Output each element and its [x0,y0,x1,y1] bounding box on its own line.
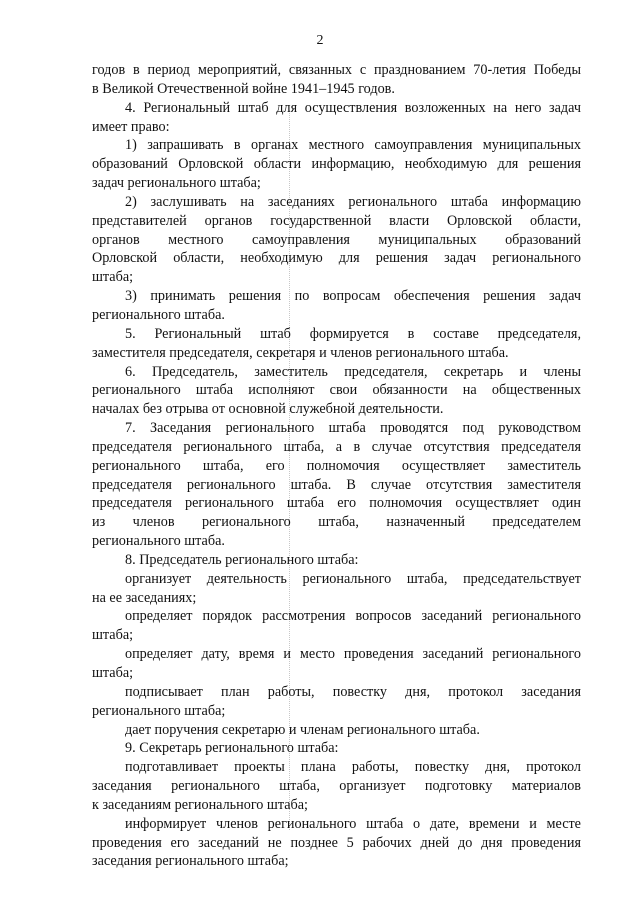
text-line: годов в период мероприятий, связанных с празднованием 70-летия Победы [92,62,581,78]
text-line: организует деятельность регионального штаба, председательствует [125,570,581,587]
text-line: Орловской области, необходимую для решения задач регионального [92,250,581,267]
text-line: 7. Заседания регионального штаба проводятся под руководством [125,420,581,437]
text-line: представителей органов государственной власти Орловской области, [92,212,581,229]
document-body [92,61,581,871]
text-line: подписывает план работы, повестку дня, протокол заседания [125,683,581,700]
text-line: к заседаниям регионального штаба; [92,796,308,813]
text-line: проведения его заседаний не позднее 5 рабочих дней до дня проведения [92,834,581,851]
text-line: 5. Региональный штаб формируется в составе председателя, [125,325,581,342]
text-line: председателя регионального штаба, а в случае отсутствия председателя [92,438,581,455]
text-line: образований Орловской области информацию, необходимую для решения [92,156,581,173]
text-line: на ее заседаниях; [92,589,197,606]
text-line: заседания регионального штаба; [92,853,289,870]
text-line: определяет дату, время и место проведения заседаний регионального [125,646,581,663]
text-line: имеет право: [92,118,170,135]
text-line: регионального штаба. [92,306,225,323]
text-line: 1) запрашивать в органах местного самоуправления муниципальных [125,137,581,154]
text-line: председателя регионального штаба его полномочия осуществляет один [92,495,581,512]
text-line: 4. Региональный штаб для осуществления возложенных на него задач [125,99,581,116]
text-line: регионального штаба исполняют свои обязанности на общественных [92,382,581,399]
text-line: заместителя председателя, секретаря и членов регионального штаба. [92,344,509,361]
text-line: штаба; [92,627,134,644]
text-line: из членов регионального штаба, назначенный председателем [92,514,581,531]
text-line: органов местного самоуправления муниципальных образований [92,231,581,248]
text-line: штаба; [92,665,134,681]
text-line: в Великой Отечественной войне 1941–1945 годов. [92,80,395,97]
text-line: регионального штаба, его полномочия осуществляет заместитель [92,457,581,474]
text-line: 3) принимать решения по вопросам обеспечения решения задач [125,288,581,305]
text-line: задач регионального штаба; [92,175,261,192]
text-line: подготавливает проекты плана работы, повестку дня, протокол [125,759,581,776]
text-line: заседания регионального штаба, организует подготовку материалов [92,778,581,795]
text-line: председателя регионального штаба. В случае отсутствия заместителя [92,476,581,493]
text-line: информирует членов регионального штаба о дате, времени и месте [125,815,581,832]
text-line: регионального штаба; [92,702,226,719]
page-number: 2 [316,33,324,48]
text-line: 6. Председатель, заместитель председателя, секретарь и члены [125,363,581,380]
text-line: регионального штаба. [92,533,225,550]
text-line: 2) заслушивать на заседаниях регионального штаба информацию [125,193,581,210]
text-line: 9. Секретарь регионального штаба: [125,740,339,757]
text-line: 8. Председатель регионального штаба: [125,551,359,568]
text-line: дает поручения секретарю и членам регионального штаба. [125,721,480,738]
text-line: началах без отрыва от основной служебной деятельности. [92,401,444,418]
text-line: определяет порядок рассмотрения вопросов заседаний регионального [125,608,581,625]
text-line: штаба; [92,269,134,286]
